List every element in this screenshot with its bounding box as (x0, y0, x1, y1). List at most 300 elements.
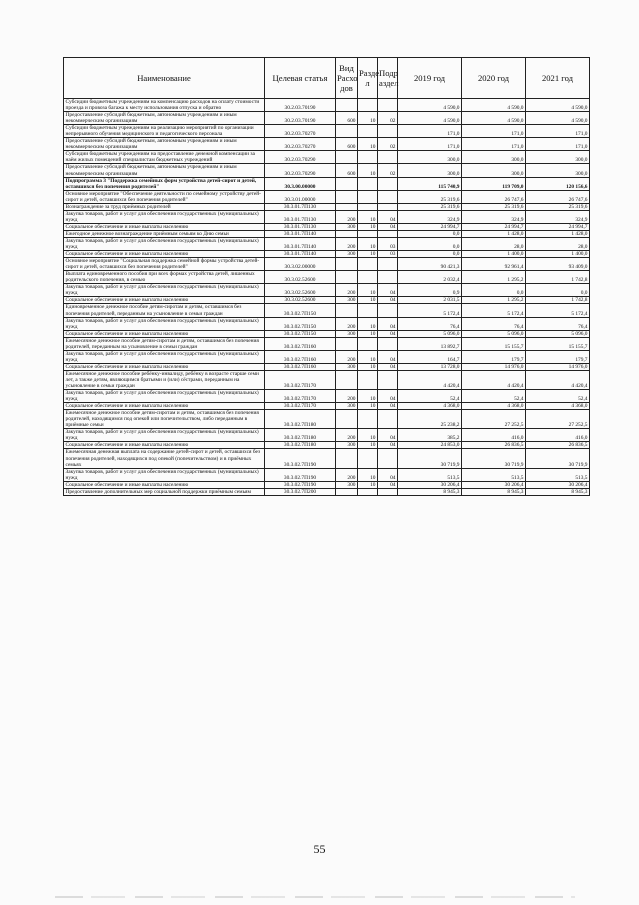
header-target-article: Целевая статья (265, 58, 336, 99)
cell-target-article: 30.3.01.7П140 (265, 251, 336, 258)
cell-name: Предоставление дополнительных мер социальной поддержки приёмным семьям (64, 488, 265, 495)
cell-2019: 300,0 (398, 164, 462, 177)
cell-expense-type (336, 271, 358, 284)
cell-2021: 4 590,0 (526, 99, 590, 112)
cell-target-article: 30.3.02.7П150 (265, 330, 336, 337)
cell-target-article: 30.3.02.7П180 (265, 410, 336, 429)
cell-name: Предоставление субсидий бюджетным, автономным учреждениям и иным некоммерческим организациям (64, 164, 265, 177)
table-row (64, 363, 590, 370)
cell-target-article: 30.3.02.7П200 (265, 488, 336, 495)
cell-subsection: 04 (378, 468, 398, 481)
cell-subsection (378, 304, 398, 317)
cell-expense-type: 300 (336, 297, 358, 304)
table-row (64, 151, 590, 164)
table-row (64, 230, 590, 237)
cell-2020: 28,0 (462, 237, 526, 250)
cell-subsection (378, 410, 398, 429)
cell-2021: 171,0 (526, 138, 590, 151)
cell-subsection: 04 (378, 223, 398, 230)
cell-name: Закупка товаров, работ и услуг для обеспечения государственных (муниципальных) нужд (64, 429, 265, 442)
table-row (64, 251, 590, 258)
cell-expense-type (336, 125, 358, 138)
cell-expense-type: 200 (336, 390, 358, 403)
table-row (64, 237, 590, 250)
cell-name: Социальное обеспечение и иные выплаты населению (64, 330, 265, 337)
cell-name: Субсидии бюджетным учреждениям на предоставление денежной компенсации за наём жилых помещений специалистам бюджетных учреждений (64, 151, 265, 164)
cell-section (358, 125, 378, 138)
cell-2021: 76,4 (526, 317, 590, 330)
cell-target-article: 30.2.03.70290 (265, 151, 336, 164)
table-row (64, 138, 590, 151)
cell-subsection (378, 258, 398, 271)
cell-subsection (378, 203, 398, 210)
cell-name: Основное мероприятие "Обеспечение деятельности по семейному устройству детей-сирот и детей, оставшихся без попечения родителей" (64, 190, 265, 203)
cell-target-article: 30.2.03.70290 (265, 164, 336, 177)
cell-subsection: 03 (378, 251, 398, 258)
cell-name: Закупка товаров, работ и услуг для обеспечения государственных (муниципальных) нужд (64, 237, 265, 250)
cell-2021: 1 400,0 (526, 251, 590, 258)
header-name: Наименование (64, 58, 265, 99)
cell-2019: 24 853,0 (398, 442, 462, 449)
cell-section (358, 337, 378, 350)
cell-name: Социальное обеспечение и иные выплаты населению (64, 403, 265, 410)
cell-2020: 76,4 (462, 317, 526, 330)
cell-section (358, 177, 378, 190)
cell-expense-type: 300 (336, 403, 358, 410)
cell-target-article: 30.3.02.52600 (265, 284, 336, 297)
cell-2020: 15 155,7 (462, 337, 526, 350)
cell-2020: 4 590,0 (462, 112, 526, 125)
cell-2019: 30 719,9 (398, 449, 462, 468)
cell-section: 10 (358, 330, 378, 337)
cell-name: Предоставление субсидий бюджетным, автономным учреждениям и иным некоммерческим организациям (64, 138, 265, 151)
cell-expense-type: 200 (336, 210, 358, 223)
cell-name: Подпрограмма 3 "Поддержка семейных форм устройства детей-сирот и детей, оставшихся без попечения родителей" (64, 177, 265, 190)
cell-2021: 5 096,0 (526, 330, 590, 337)
cell-expense-type (336, 230, 358, 237)
cell-target-article: 30.3.02.52600 (265, 271, 336, 284)
cell-target-article: 30.3.02.7П170 (265, 370, 336, 389)
cell-subsection: 04 (378, 284, 398, 297)
cell-2020: 1 295,2 (462, 271, 526, 284)
cell-section (358, 99, 378, 112)
cell-section: 10 (358, 210, 378, 223)
cell-2021: 93 409,0 (526, 258, 590, 271)
cell-2020: 171,0 (462, 125, 526, 138)
cell-subsection: 04 (378, 210, 398, 223)
cell-2020: 4 368,0 (462, 403, 526, 410)
cell-name: Ежемесячное денежное пособие ребёнку-инвалиду, ребёнку в возрасте старше семи лет, а также детям, являющимся братьями и (или) сёстрами, переданным на усыновление в семьи граждан (64, 370, 265, 389)
cell-2019: 90 421,3 (398, 258, 462, 271)
cell-section: 10 (358, 481, 378, 488)
cell-2021: 30 206,4 (526, 481, 590, 488)
cell-2021: 5 172,4 (526, 304, 590, 317)
cell-subsection (378, 190, 398, 203)
cell-name: Субсидии бюджетным учреждениям на компенсацию расходов на оплату стоимости проезда и провоза багажа к месту использования отпуска и обратно (64, 99, 265, 112)
cell-2021: 324,9 (526, 210, 590, 223)
cell-subsection (378, 488, 398, 495)
cell-2021: 1 742,8 (526, 271, 590, 284)
cell-2019: 2 032,4 (398, 271, 462, 284)
table-row (64, 271, 590, 284)
cell-subsection (378, 370, 398, 389)
cell-section: 10 (358, 442, 378, 449)
cell-target-article: 30.3.02.7П170 (265, 403, 336, 410)
cell-2019: 13 892,7 (398, 337, 462, 350)
cell-expense-type: 200 (336, 317, 358, 330)
cell-subsection: 04 (378, 297, 398, 304)
cell-2021: 26 836,5 (526, 442, 590, 449)
cell-2019: 25 319,6 (398, 203, 462, 210)
table-row (64, 164, 590, 177)
cell-name: Социальное обеспечение и иные выплаты населению (64, 251, 265, 258)
cell-subsection: 04 (378, 403, 398, 410)
cell-2020: 27 252,5 (462, 410, 526, 429)
cell-name: Социальное обеспечение и иные выплаты населению (64, 442, 265, 449)
cell-section: 10 (358, 317, 378, 330)
cell-expense-type: 300 (336, 223, 358, 230)
cell-expense-type (336, 337, 358, 350)
cell-section: 10 (358, 403, 378, 410)
cell-name: Ежемесячная денежная выплата на содержание детей-сирот и детей, оставшихся без попечения родителей, находящихся под опекой (попечительством) и в приёмных семьях (64, 449, 265, 468)
cell-2020: 4 590,0 (462, 99, 526, 112)
cell-2020: 26 747,6 (462, 190, 526, 203)
cell-subsection: 02 (378, 112, 398, 125)
cell-2019: 25 319,6 (398, 190, 462, 203)
cell-expense-type (336, 370, 358, 389)
cell-2021: 4 590,0 (526, 112, 590, 125)
cell-2021: 25 319,6 (526, 203, 590, 210)
cell-section: 10 (358, 237, 378, 250)
cell-name: Ежемесячное денежное пособие детям-сиротам и детям, оставшимся без попечения родителей, переданным на усыновление в семьи граждан (64, 337, 265, 350)
cell-subsection: 04 (378, 317, 398, 330)
table-row (64, 210, 590, 223)
cell-2019: 0,0 (398, 251, 462, 258)
cell-2020: 1 295,2 (462, 297, 526, 304)
cell-subsection: 04 (378, 429, 398, 442)
cell-2019: 4 420,4 (398, 370, 462, 389)
cell-target-article: 30.2.03.70190 (265, 99, 336, 112)
cell-2020: 1 428,0 (462, 230, 526, 237)
cell-target-article: 30.3.02.7П190 (265, 449, 336, 468)
cell-2019: 0,0 (398, 230, 462, 237)
table-row (64, 177, 590, 190)
cell-name: Социальное обеспечение и иные выплаты населению (64, 363, 265, 370)
cell-2020: 92 961,4 (462, 258, 526, 271)
cell-target-article: 30.3.02.7П160 (265, 337, 336, 350)
cell-section: 10 (358, 284, 378, 297)
cell-section: 10 (358, 112, 378, 125)
cell-name: Вознаграждение за труд приёмных родителей (64, 203, 265, 210)
cell-target-article: 30.3.02.7П180 (265, 442, 336, 449)
cell-target-article: 30.3.02.7П190 (265, 481, 336, 488)
cell-2020: 14 976,0 (462, 363, 526, 370)
cell-section: 10 (358, 138, 378, 151)
cell-2021: 416,0 (526, 429, 590, 442)
cell-name: Предоставление субсидий бюджетным, автономным учреждениям и иным некоммерческим организациям (64, 112, 265, 125)
cell-target-article: 30.3.01.7П140 (265, 237, 336, 250)
cell-2021: 1 742,8 (526, 297, 590, 304)
cell-subsection (378, 177, 398, 190)
cell-2021: 28,0 (526, 237, 590, 250)
cell-section: 10 (358, 429, 378, 442)
cell-expense-type: 300 (336, 251, 358, 258)
table-row (64, 223, 590, 230)
cell-expense-type: 200 (336, 350, 358, 363)
cell-2021: 15 155,7 (526, 337, 590, 350)
table-row (64, 403, 590, 410)
cell-expense-type (336, 203, 358, 210)
cell-2020: 300,0 (462, 151, 526, 164)
header-year-2020: 2020 год (462, 58, 526, 99)
cell-2019: 24 994,7 (398, 223, 462, 230)
cell-expense-type: 200 (336, 468, 358, 481)
cell-2021: 300,0 (526, 164, 590, 177)
cell-2019: 4 590,0 (398, 112, 462, 125)
cell-name: Субсидии бюджетным учреждениям на реализацию мероприятий по организации непрерывного обучения медицинского и педагогического персонала (64, 125, 265, 138)
cell-name: Основное мероприятие "Социальная поддержка семейной формы устройства детей-сирот и детей, оставшихся без попечения родителей" (64, 258, 265, 271)
cell-subsection (378, 337, 398, 350)
cell-target-article: 30.3.02.7П190 (265, 468, 336, 481)
cell-2020: 300,0 (462, 164, 526, 177)
cell-subsection (378, 271, 398, 284)
table-row (64, 112, 590, 125)
cell-expense-type (336, 488, 358, 495)
cell-2021: 179,7 (526, 350, 590, 363)
table-row (64, 370, 590, 389)
cell-section (358, 271, 378, 284)
cell-section: 10 (358, 350, 378, 363)
cell-name: Социальное обеспечение и иные выплаты населению (64, 297, 265, 304)
cell-section (358, 151, 378, 164)
cell-2019: 115 740,9 (398, 177, 462, 190)
budget-table (63, 57, 590, 496)
cell-2020: 119 709,0 (462, 177, 526, 190)
cell-2021: 24 994,7 (526, 223, 590, 230)
cell-name: Ежегодное денежное вознаграждение приёмным семьям ко Дню семьи (64, 230, 265, 237)
cell-section: 10 (358, 297, 378, 304)
table-row (64, 99, 590, 112)
cell-target-article: 30.3.02.7П160 (265, 350, 336, 363)
header-section: Разде л (358, 58, 378, 99)
cell-2021: 1 428,0 (526, 230, 590, 237)
cell-name: Закупка товаров, работ и услуг для обеспечения государственных (муниципальных) нужд (64, 390, 265, 403)
cell-target-article: 30.2.03.70190 (265, 112, 336, 125)
cell-section: 10 (358, 223, 378, 230)
cell-2021: 171,0 (526, 125, 590, 138)
cell-2021: 52,4 (526, 390, 590, 403)
cell-target-article: 30.3.01.7П140 (265, 230, 336, 237)
cell-2019: 324,9 (398, 210, 462, 223)
table-row (64, 468, 590, 481)
cell-expense-type (336, 151, 358, 164)
table-row (64, 350, 590, 363)
cell-expense-type: 300 (336, 481, 358, 488)
table-row (64, 488, 590, 495)
cell-2019: 171,0 (398, 138, 462, 151)
table-row (64, 410, 590, 429)
cell-2021: 30 719,9 (526, 449, 590, 468)
cell-subsection (378, 449, 398, 468)
cell-2019: 164,7 (398, 350, 462, 363)
cell-name: Закупка товаров, работ и услуг для обеспечения государственных (муниципальных) нужд (64, 210, 265, 223)
table-row (64, 337, 590, 350)
scan-artifact (55, 896, 575, 898)
cell-name: Закупка товаров, работ и услуг для обеспечения государственных (муниципальных) нужд (64, 284, 265, 297)
cell-subsection: 02 (378, 164, 398, 177)
cell-2019: 0,9 (398, 284, 462, 297)
cell-expense-type: 600 (336, 112, 358, 125)
cell-2019: 52,4 (398, 390, 462, 403)
cell-section (358, 370, 378, 389)
cell-2021: 0,0 (526, 284, 590, 297)
cell-target-article: 30.3.02.7П160 (265, 363, 336, 370)
cell-section (358, 304, 378, 317)
cell-2020: 25 319,6 (462, 203, 526, 210)
table-row (64, 481, 590, 488)
cell-subsection: 04 (378, 363, 398, 370)
cell-2021: 26 747,6 (526, 190, 590, 203)
cell-target-article: 30.2.03.70270 (265, 138, 336, 151)
cell-2019: 4 590,0 (398, 99, 462, 112)
cell-expense-type: 300 (336, 442, 358, 449)
cell-target-article: 30.3.01.00000 (265, 190, 336, 203)
cell-2019: 30 206,4 (398, 481, 462, 488)
table-row (64, 125, 590, 138)
cell-name: Закупка товаров, работ и услуг для обеспечения государственных (муниципальных) нужд (64, 317, 265, 330)
cell-section (358, 258, 378, 271)
cell-2019: 5 096,0 (398, 330, 462, 337)
cell-name: Ежемесячное денежное пособие детям-сиротам и детям, оставшимся без попечения родителей, находящимся под опекой или попечительством, либо переданным в приёмные семьи (64, 410, 265, 429)
cell-subsection: 02 (378, 138, 398, 151)
cell-name: Социальное обеспечение и иные выплаты населению (64, 223, 265, 230)
cell-section: 10 (358, 164, 378, 177)
cell-expense-type (336, 190, 358, 203)
cell-expense-type: 300 (336, 363, 358, 370)
cell-section (358, 488, 378, 495)
table-body (64, 99, 590, 496)
cell-expense-type (336, 410, 358, 429)
cell-name: Закупка товаров, работ и услуг для обеспечения государственных (муниципальных) нужд (64, 350, 265, 363)
cell-2020: 30 719,9 (462, 449, 526, 468)
cell-expense-type (336, 99, 358, 112)
cell-2019: 171,0 (398, 125, 462, 138)
header-year-2019: 2019 год (398, 58, 462, 99)
cell-2020: 30 206,4 (462, 481, 526, 488)
cell-2020: 52,4 (462, 390, 526, 403)
cell-subsection: 04 (378, 481, 398, 488)
cell-section (358, 410, 378, 429)
cell-expense-type: 200 (336, 429, 358, 442)
cell-2019: 8 945,3 (398, 488, 462, 495)
cell-2019: 25 238,2 (398, 410, 462, 429)
cell-2020: 4 420,4 (462, 370, 526, 389)
header-year-2021: 2021 год (526, 58, 590, 99)
cell-2021: 300,0 (526, 151, 590, 164)
cell-2020: 179,7 (462, 350, 526, 363)
cell-target-article: 30.2.03.70270 (265, 125, 336, 138)
cell-2019: 5 172,4 (398, 304, 462, 317)
cell-2020: 171,0 (462, 138, 526, 151)
table-row (64, 297, 590, 304)
cell-name: Закупка товаров, работ и услуг для обеспечения государственных (муниципальных) нужд (64, 468, 265, 481)
cell-target-article: 30.3.02.7П150 (265, 304, 336, 317)
cell-2020: 8 945,3 (462, 488, 526, 495)
table-row (64, 190, 590, 203)
cell-target-article: 30.3.01.7П130 (265, 210, 336, 223)
cell-target-article: 30.3.02.7П150 (265, 317, 336, 330)
cell-2020: 0,0 (462, 284, 526, 297)
cell-2019: 0,0 (398, 237, 462, 250)
cell-subsection (378, 230, 398, 237)
cell-2021: 4 420,4 (526, 370, 590, 389)
cell-2021: 4 368,0 (526, 403, 590, 410)
cell-expense-type (336, 304, 358, 317)
cell-expense-type: 200 (336, 284, 358, 297)
table-row (64, 304, 590, 317)
cell-section: 10 (358, 251, 378, 258)
cell-2019: 4 368,0 (398, 403, 462, 410)
cell-2020: 24 994,7 (462, 223, 526, 230)
cell-expense-type (336, 258, 358, 271)
cell-2021: 14 976,0 (526, 363, 590, 370)
cell-2021: 513,5 (526, 468, 590, 481)
cell-expense-type: 200 (336, 237, 358, 250)
cell-2021: 8 945,3 (526, 488, 590, 495)
cell-target-article: 30.3.02.00000 (265, 258, 336, 271)
cell-target-article: 30.3.01.7П130 (265, 223, 336, 230)
cell-2021: 120 156,6 (526, 177, 590, 190)
cell-target-article: 30.3.02.7П170 (265, 390, 336, 403)
header-expense-type: Вид Расхо дов (336, 58, 358, 99)
cell-subsection (378, 99, 398, 112)
table-row (64, 449, 590, 468)
table-row (64, 317, 590, 330)
cell-expense-type: 600 (336, 138, 358, 151)
cell-name: Социальное обеспечение и иные выплаты населению (64, 481, 265, 488)
cell-2021: 27 252,5 (526, 410, 590, 429)
table-row (64, 429, 590, 442)
cell-expense-type: 600 (336, 164, 358, 177)
cell-2019: 13 728,0 (398, 363, 462, 370)
cell-subsection: 04 (378, 442, 398, 449)
cell-2019: 2 031,5 (398, 297, 462, 304)
cell-name: Выплата единовременного пособия при всех формах устройства детей, лишенных родительского попечения, в семью (64, 271, 265, 284)
cell-2020: 5 096,0 (462, 330, 526, 337)
cell-expense-type (336, 177, 358, 190)
cell-2020: 513,5 (462, 468, 526, 481)
cell-2019: 300,0 (398, 151, 462, 164)
cell-target-article: 30.3.00.00000 (265, 177, 336, 190)
table-row (64, 442, 590, 449)
cell-expense-type: 300 (336, 330, 358, 337)
cell-section: 10 (358, 363, 378, 370)
cell-target-article: 30.3.01.7П130 (265, 203, 336, 210)
cell-2020: 416,0 (462, 429, 526, 442)
table-row (64, 284, 590, 297)
table-header (64, 58, 590, 99)
cell-subsection: 04 (378, 390, 398, 403)
cell-subsection: 04 (378, 330, 398, 337)
cell-target-article: 30.3.02.7П180 (265, 429, 336, 442)
table-row (64, 258, 590, 271)
cell-2019: 513,5 (398, 468, 462, 481)
cell-section: 10 (358, 390, 378, 403)
table-row (64, 203, 590, 210)
cell-2019: 385,2 (398, 429, 462, 442)
table-row (64, 390, 590, 403)
cell-section (358, 203, 378, 210)
